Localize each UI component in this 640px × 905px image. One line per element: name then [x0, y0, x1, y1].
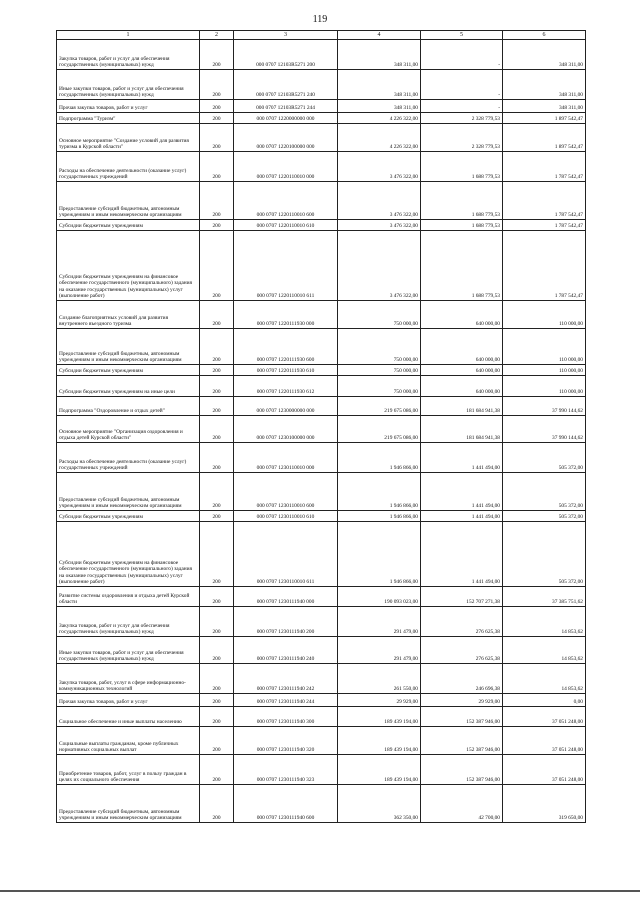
row-executed-amount-cell: 276 625,38 — [421, 637, 503, 664]
row-name-cell: Социальное обеспечение и иные выплаты населению — [57, 707, 200, 727]
row-name-cell: Закупка товаров, работ и услуг для обеспечения государственных (муниципальных) нужд — [57, 607, 200, 637]
row-classification-cell: 000 0707 1230110010 600 — [234, 473, 338, 511]
row-executed-amount-cell: 1 688 779,53 — [421, 182, 503, 220]
row-executed-amount-cell: 246 696,38 — [421, 664, 503, 694]
row-code-cell: 200 — [200, 707, 234, 727]
row-code-cell: 200 — [200, 40, 234, 70]
row-unexecuted-amount-cell: 110 000,00 — [503, 329, 586, 365]
row-classification-cell: 000 0707 1230110010 611 — [234, 522, 338, 587]
row-unexecuted-amount-cell: 348 311,00 — [503, 100, 586, 113]
row-name-cell: Подпрограмма "Оздоровление и отдых детей" — [57, 397, 200, 416]
row-approved-amount-cell: 348 311,00 — [338, 40, 421, 70]
row-executed-amount-cell: 42 700,00 — [421, 785, 503, 823]
row-name-cell: Предоставление субсидий бюджетным, автономным учреждениям и иным некоммерческим организациям — [57, 785, 200, 823]
row-unexecuted-amount-cell: 14 853,62 — [503, 607, 586, 637]
row-name-cell: Предоставление субсидий бюджетным, автономным учреждениям и иным некоммерческим организациям — [57, 182, 200, 220]
row-executed-amount-cell: 152 707 271,38 — [421, 587, 503, 607]
row-classification-cell: 000 0707 1220111930 600 — [234, 329, 338, 365]
row-approved-amount-cell: 189 439 194,00 — [338, 707, 421, 727]
row-unexecuted-amount-cell: 0,00 — [503, 694, 586, 707]
row-executed-amount-cell: 1 441 494,00 — [421, 511, 503, 522]
table-row — [57, 443, 586, 473]
row-name-cell: Приобретение товаров, работ, услуг в пользу граждан в целях их социального обеспечения — [57, 755, 200, 785]
table-row — [57, 365, 586, 376]
row-classification-cell: 000 0707 1220110010 610 — [234, 220, 338, 231]
row-approved-amount-cell: 189 439 194,00 — [338, 727, 421, 755]
row-name-cell: Субсидии бюджетным учреждениям — [57, 220, 200, 231]
row-executed-amount-cell: 640 000,00 — [421, 365, 503, 376]
table-row — [57, 785, 586, 823]
table-header-row — [57, 31, 586, 40]
row-code-cell: 200 — [200, 220, 234, 231]
row-executed-amount-cell: 29 929,00 — [421, 694, 503, 707]
row-executed-amount-cell: 2 328 779,53 — [421, 113, 503, 124]
table-row — [57, 522, 586, 587]
row-code-cell: 200 — [200, 397, 234, 416]
row-approved-amount-cell: 3 476 322,00 — [338, 152, 421, 182]
row-classification-cell: 000 0707 1220111930 000 — [234, 301, 338, 329]
row-name-cell: Субсидии бюджетным учреждениям на финансовое обеспечение государственного (муниципального) задания на оказание государственных (муниципальных) услуг (выполнение работ) — [57, 522, 200, 587]
row-approved-amount-cell: 750 000,00 — [338, 365, 421, 376]
row-code-cell: 200 — [200, 511, 234, 522]
row-unexecuted-amount-cell: 37 385 751,62 — [503, 587, 586, 607]
row-unexecuted-amount-cell: 1 787 542,47 — [503, 231, 586, 301]
row-unexecuted-amount-cell: 110 000,00 — [503, 301, 586, 329]
row-name-cell: Субсидии бюджетным учреждениям на финансовое обеспечение государственного (муниципального) задания на оказание государственных (муниципальных) услуг (выполнение работ) — [57, 231, 200, 301]
row-approved-amount-cell: 1 946 866,00 — [338, 473, 421, 511]
row-classification-cell: 000 0707 1230111940 323 — [234, 755, 338, 785]
row-unexecuted-amount-cell: 348 311,00 — [503, 70, 586, 100]
row-classification-cell: 000 0707 1230111940 240 — [234, 637, 338, 664]
row-approved-amount-cell: 1 946 866,00 — [338, 511, 421, 522]
row-approved-amount-cell: 291 479,00 — [338, 637, 421, 664]
row-unexecuted-amount-cell: 1 787 542,47 — [503, 182, 586, 220]
row-code-cell: 200 — [200, 124, 234, 152]
row-code-cell: 200 — [200, 231, 234, 301]
row-executed-amount-cell: 152 387 946,00 — [421, 727, 503, 755]
row-classification-cell: 000 0707 1220111930 612 — [234, 376, 338, 397]
table-row — [57, 40, 586, 70]
row-approved-amount-cell: 750 000,00 — [338, 329, 421, 365]
row-executed-amount-cell: 1 441 494,00 — [421, 443, 503, 473]
page-number: 119 — [312, 14, 328, 25]
row-classification-cell: 000 0707 12103R5271 244 — [234, 100, 338, 113]
row-approved-amount-cell: 348 311,00 — [338, 100, 421, 113]
row-classification-cell: 000 0707 1230000000 000 — [234, 397, 338, 416]
row-classification-cell: 000 0707 1230111940 244 — [234, 694, 338, 707]
header-col-4: 4 — [338, 31, 421, 40]
row-unexecuted-amount-cell: 110 000,00 — [503, 365, 586, 376]
row-unexecuted-amount-cell: 505 372,00 — [503, 473, 586, 511]
row-name-cell: Подпрограмма "Туризм" — [57, 113, 200, 124]
table-row — [57, 231, 586, 301]
row-classification-cell: 000 0707 1230111940 242 — [234, 664, 338, 694]
row-name-cell: Субсидии бюджетным учреждениям — [57, 511, 200, 522]
table-row — [57, 637, 586, 664]
row-approved-amount-cell: 291 479,00 — [338, 607, 421, 637]
table-row — [57, 113, 586, 124]
row-code-cell: 200 — [200, 182, 234, 220]
row-code-cell: 200 — [200, 113, 234, 124]
table-row — [57, 473, 586, 511]
row-unexecuted-amount-cell: 505 372,00 — [503, 522, 586, 587]
row-executed-amount-cell: - — [421, 100, 503, 113]
row-approved-amount-cell: 219 675 086,00 — [338, 416, 421, 443]
row-approved-amount-cell: 362 350,00 — [338, 785, 421, 823]
row-code-cell: 200 — [200, 329, 234, 365]
row-name-cell: Расходы на обеспечение деятельности (оказание услуг) государственных учреждений — [57, 152, 200, 182]
table-row — [57, 707, 586, 727]
row-code-cell: 200 — [200, 365, 234, 376]
row-approved-amount-cell: 750 000,00 — [338, 301, 421, 329]
table-row — [57, 124, 586, 152]
row-code-cell: 200 — [200, 70, 234, 100]
row-name-cell: Создание благоприятных условий для развития внутреннего въездного туризма — [57, 301, 200, 329]
row-approved-amount-cell: 190 093 023,00 — [338, 587, 421, 607]
table-body — [57, 40, 586, 823]
row-executed-amount-cell: 276 625,38 — [421, 607, 503, 637]
row-name-cell: Основное мероприятие "Создание условий для развития туризма в Курской области" — [57, 124, 200, 152]
row-executed-amount-cell: 640 000,00 — [421, 376, 503, 397]
row-code-cell: 200 — [200, 522, 234, 587]
row-unexecuted-amount-cell: 1 897 542,47 — [503, 124, 586, 152]
table-row — [57, 607, 586, 637]
header-col-2: 2 — [200, 31, 234, 40]
table-row — [57, 182, 586, 220]
table-row — [57, 416, 586, 443]
row-name-cell: Закупка товаров, работ, услуг в сфере информационно-коммуникационных технологий — [57, 664, 200, 694]
row-classification-cell: 000 0707 1220000000 000 — [234, 113, 338, 124]
row-executed-amount-cell: 152 387 946,00 — [421, 755, 503, 785]
row-executed-amount-cell: - — [421, 40, 503, 70]
row-approved-amount-cell: 1 946 866,00 — [338, 522, 421, 587]
row-executed-amount-cell: 1 441 494,00 — [421, 473, 503, 511]
row-code-cell: 200 — [200, 376, 234, 397]
row-unexecuted-amount-cell: 319 650,00 — [503, 785, 586, 823]
row-unexecuted-amount-cell: 37 051 248,00 — [503, 755, 586, 785]
table-row — [57, 664, 586, 694]
table-row — [57, 511, 586, 522]
row-executed-amount-cell: 181 684 941,38 — [421, 416, 503, 443]
row-name-cell: Субсидии бюджетным учреждениям — [57, 365, 200, 376]
row-approved-amount-cell: 750 000,00 — [338, 376, 421, 397]
row-code-cell: 200 — [200, 152, 234, 182]
row-unexecuted-amount-cell: 37 990 144,62 — [503, 416, 586, 443]
row-approved-amount-cell: 4 226 322,00 — [338, 113, 421, 124]
table-row — [57, 329, 586, 365]
row-classification-cell: 000 0707 1220110010 611 — [234, 231, 338, 301]
row-unexecuted-amount-cell: 1 787 542,47 — [503, 220, 586, 231]
row-unexecuted-amount-cell: 348 311,00 — [503, 40, 586, 70]
row-name-cell: Прочая закупка товаров, работ и услуг — [57, 694, 200, 707]
row-approved-amount-cell: 3 476 322,00 — [338, 220, 421, 231]
row-executed-amount-cell: 1 688 779,53 — [421, 231, 503, 301]
table-row — [57, 755, 586, 785]
row-classification-cell: 000 0707 1230111940 300 — [234, 707, 338, 727]
row-unexecuted-amount-cell: 1 787 542,47 — [503, 152, 586, 182]
scan-edge-line — [0, 890, 640, 892]
row-name-cell: Субсидии бюджетным учреждениям на иные цели — [57, 376, 200, 397]
row-name-cell: Иные закупки товаров, работ и услуг для обеспечения государственных (муниципальных) нужд — [57, 637, 200, 664]
row-approved-amount-cell: 261 550,00 — [338, 664, 421, 694]
row-classification-cell: 000 0707 1230111940 000 — [234, 587, 338, 607]
row-unexecuted-amount-cell: 505 372,00 — [503, 511, 586, 522]
row-unexecuted-amount-cell: 37 051 248,00 — [503, 707, 586, 727]
row-unexecuted-amount-cell: 110 000,00 — [503, 376, 586, 397]
row-classification-cell: 000 0707 1220111930 610 — [234, 365, 338, 376]
header-col-3: 3 — [234, 31, 338, 40]
row-code-cell: 200 — [200, 755, 234, 785]
row-code-cell: 200 — [200, 637, 234, 664]
row-code-cell: 200 — [200, 727, 234, 755]
row-name-cell: Предоставление субсидий бюджетным, автономным учреждениям и иным некоммерческим организациям — [57, 329, 200, 365]
row-executed-amount-cell: 1 441 494,00 — [421, 522, 503, 587]
row-name-cell: Развитие системы оздоровления и отдыха детей Курской области — [57, 587, 200, 607]
row-code-cell: 200 — [200, 473, 234, 511]
table-row — [57, 727, 586, 755]
table-row — [57, 152, 586, 182]
header-col-6: 6 — [503, 31, 586, 40]
row-unexecuted-amount-cell: 14 853,62 — [503, 637, 586, 664]
row-unexecuted-amount-cell: 37 990 144,62 — [503, 397, 586, 416]
header-col-5: 5 — [421, 31, 503, 40]
row-name-cell: Прочая закупка товаров, работ и услуг — [57, 100, 200, 113]
row-executed-amount-cell: 640 000,00 — [421, 329, 503, 365]
row-executed-amount-cell: 1 688 779,53 — [421, 152, 503, 182]
row-classification-cell: 000 0707 1230111940 200 — [234, 607, 338, 637]
table-row — [57, 100, 586, 113]
table-row — [57, 587, 586, 607]
row-classification-cell: 000 0707 1230100000 000 — [234, 416, 338, 443]
row-classification-cell: 000 0707 1220110010 000 — [234, 152, 338, 182]
table-row — [57, 376, 586, 397]
row-classification-cell: 000 0707 1230111940 320 — [234, 727, 338, 755]
row-name-cell: Закупка товаров, работ и услуг для обеспечения государственных (муниципальных) нужд — [57, 40, 200, 70]
row-executed-amount-cell: 181 684 941,38 — [421, 397, 503, 416]
row-name-cell: Социальные выплаты гражданам, кроме публичных нормативных социальных выплат — [57, 727, 200, 755]
table-row — [57, 70, 586, 100]
row-approved-amount-cell: 3 476 322,00 — [338, 182, 421, 220]
row-code-cell: 200 — [200, 301, 234, 329]
row-name-cell: Основное мероприятие "Организация оздоровления и отдыха детей Курской области" — [57, 416, 200, 443]
budget-execution-table — [56, 30, 586, 823]
row-code-cell: 200 — [200, 664, 234, 694]
row-name-cell: Иные закупки товаров, работ и услуг для обеспечения государственных (муниципальных) нужд — [57, 70, 200, 100]
row-classification-cell: 000 0707 1230111940 600 — [234, 785, 338, 823]
row-unexecuted-amount-cell: 505 372,00 — [503, 443, 586, 473]
row-approved-amount-cell: 189 439 194,00 — [338, 755, 421, 785]
row-classification-cell: 000 0707 1220110010 600 — [234, 182, 338, 220]
table-row — [57, 220, 586, 231]
row-name-cell: Предоставление субсидий бюджетным, автономным учреждениям и иным некоммерческим организациям — [57, 473, 200, 511]
row-classification-cell: 000 0707 1230110010 610 — [234, 511, 338, 522]
row-code-cell: 200 — [200, 587, 234, 607]
row-classification-cell: 000 0707 12103R5271 240 — [234, 70, 338, 100]
row-executed-amount-cell: 1 688 779,53 — [421, 220, 503, 231]
row-classification-cell: 000 0707 1230110010 000 — [234, 443, 338, 473]
row-approved-amount-cell: 3 476 322,00 — [338, 231, 421, 301]
row-approved-amount-cell: 4 226 322,00 — [338, 124, 421, 152]
row-executed-amount-cell: 640 000,00 — [421, 301, 503, 329]
table-row — [57, 301, 586, 329]
row-name-cell: Расходы на обеспечение деятельности (оказание услуг) государственных учреждений — [57, 443, 200, 473]
row-code-cell: 200 — [200, 607, 234, 637]
table-row — [57, 694, 586, 707]
row-code-cell: 200 — [200, 100, 234, 113]
row-classification-cell: 000 0707 12103R5271 200 — [234, 40, 338, 70]
row-executed-amount-cell: - — [421, 70, 503, 100]
row-approved-amount-cell: 29 929,00 — [338, 694, 421, 707]
row-approved-amount-cell: 1 946 866,00 — [338, 443, 421, 473]
row-approved-amount-cell: 348 311,00 — [338, 70, 421, 100]
row-approved-amount-cell: 219 675 086,00 — [338, 397, 421, 416]
row-unexecuted-amount-cell: 14 853,62 — [503, 664, 586, 694]
header-col-1: 1 — [57, 31, 200, 40]
row-classification-cell: 000 0707 1220100000 000 — [234, 124, 338, 152]
row-code-cell: 200 — [200, 416, 234, 443]
row-executed-amount-cell: 2 328 779,53 — [421, 124, 503, 152]
row-code-cell: 200 — [200, 443, 234, 473]
row-code-cell: 200 — [200, 694, 234, 707]
row-unexecuted-amount-cell: 1 897 542,47 — [503, 113, 586, 124]
row-executed-amount-cell: 152 387 946,00 — [421, 707, 503, 727]
table-row — [57, 397, 586, 416]
row-code-cell: 200 — [200, 785, 234, 823]
row-unexecuted-amount-cell: 37 051 248,00 — [503, 727, 586, 755]
